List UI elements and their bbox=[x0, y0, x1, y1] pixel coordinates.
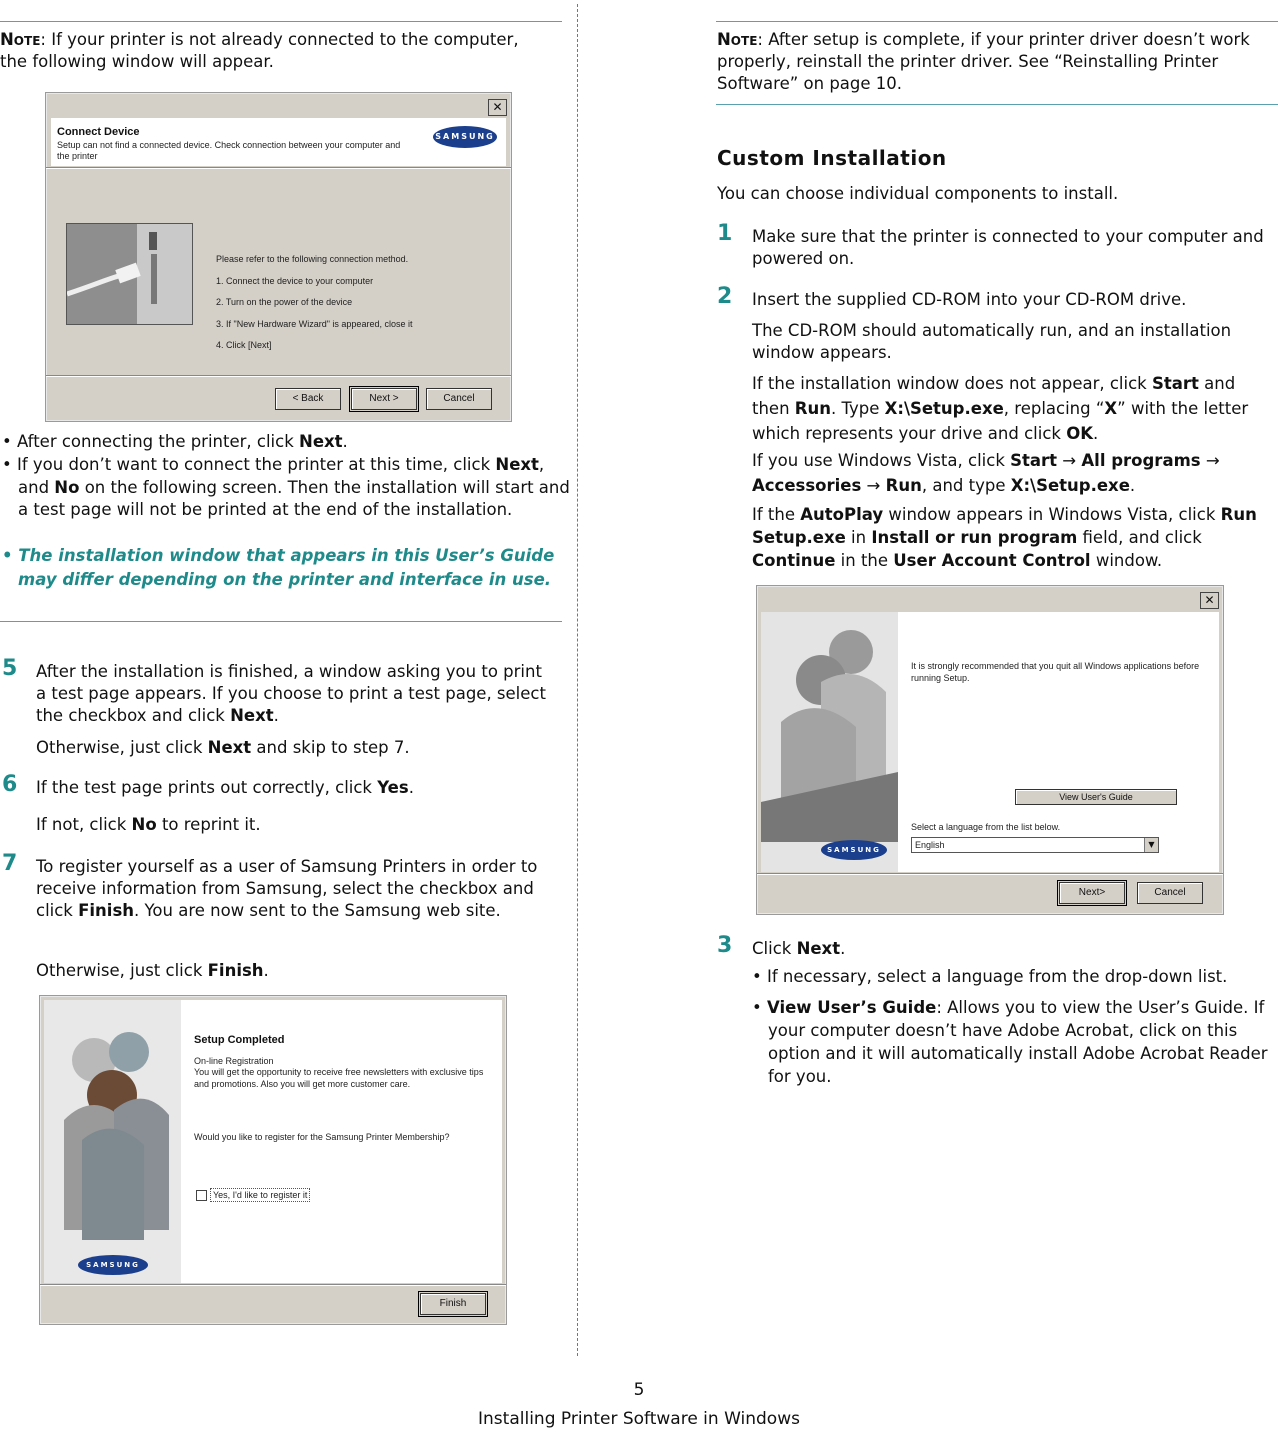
step-number: 2 bbox=[717, 284, 733, 309]
step-1-text: Make sure that the printer is connected to your computer and powered on. bbox=[752, 227, 1264, 268]
bullet-3: • The installation window that appears in this User’s Guide may differ depending on the printer and interface in use. bbox=[2, 546, 555, 589]
divider bbox=[46, 167, 511, 169]
step-3-text: Click Next. bbox=[752, 939, 846, 958]
next-button[interactable]: Next > bbox=[351, 388, 417, 410]
instruction-line: 1. Connect the device to your computer bbox=[216, 275, 374, 286]
cancel-button[interactable]: Cancel bbox=[1137, 882, 1203, 904]
step-2-text: Insert the supplied CD-ROM into your CD-ROM drive. bbox=[752, 290, 1187, 309]
column-divider bbox=[577, 4, 578, 1356]
divider bbox=[40, 1284, 506, 1286]
note2-bottom-rule bbox=[716, 104, 1278, 105]
intro-text: You can choose individual components to install. bbox=[717, 184, 1119, 203]
recommendation-text: It is strongly recommended that you quit all Windows applications before running Setup. bbox=[911, 661, 1200, 683]
step-5-otherwise: Otherwise, just click Next and skip to step 7. bbox=[36, 738, 410, 757]
close-icon[interactable]: ✕ bbox=[488, 99, 507, 116]
cancel-button[interactable]: Cancel bbox=[426, 388, 492, 410]
step-2-vista: If you use Windows Vista, click Start → All programs → Accessories → Run, and type X:\Setup.exe. bbox=[752, 451, 1220, 495]
step-2-manual: If the installation window does not appear, click Start and then Run. Type X:\Setup.exe, replacing “X” with the letter which represents your drive and click OK. bbox=[752, 374, 1249, 443]
step-7-text: To register yourself as a user of Samsung Printers in order to receive information from Samsung, select the checkbox and click Finish. You are now sent to the Samsung web site. bbox=[36, 857, 538, 920]
next-button[interactable]: Next> bbox=[1059, 882, 1125, 904]
top-rule-right bbox=[716, 21, 1278, 22]
instruction-line: 3. If "New Hardware Wizard" is appeared, close it bbox=[216, 318, 413, 329]
step-number: 1 bbox=[717, 221, 733, 246]
register-checkbox-label[interactable]: Yes, I'd like to register it bbox=[210, 1188, 310, 1202]
setup-completed-dialog bbox=[39, 995, 507, 1325]
connect-device-dialog bbox=[45, 92, 512, 422]
step-2-autoplay: If the AutoPlay window appears in Windows Vista, click Run Setup.exe in Install or run program field, and click Continue in the User Account Control window. bbox=[752, 505, 1257, 570]
dialog-header bbox=[51, 118, 506, 166]
note-1: Note: If your printer is not already connected to the computer, the following window will appear. bbox=[0, 30, 519, 71]
setup-language-dialog bbox=[756, 585, 1224, 915]
register-checkbox[interactable] bbox=[196, 1190, 207, 1201]
side-panel bbox=[44, 1000, 181, 1283]
cable-icon bbox=[67, 224, 192, 324]
page-number: 5 bbox=[633, 1380, 645, 1400]
step-number: 7 bbox=[2, 851, 18, 876]
registration-text: You will get the opportunity to receive free newsletters with exclusive tips and promotions. Also you will get more customer care. bbox=[194, 1067, 484, 1089]
footer-title: Installing Printer Software in Windows bbox=[478, 1409, 800, 1429]
language-select[interactable] bbox=[911, 837, 1159, 853]
select-language-label: Select a language from the list below. bbox=[911, 822, 1061, 832]
step-2-auto: The CD-ROM should automatically run, and an installation window appears. bbox=[752, 321, 1232, 362]
divider bbox=[46, 375, 511, 377]
samsung-logo: SAMSUNG bbox=[433, 126, 497, 148]
back-button[interactable]: < Back bbox=[275, 388, 341, 410]
connection-illustration bbox=[66, 223, 193, 325]
instructions bbox=[216, 249, 412, 357]
step-number: 5 bbox=[2, 656, 18, 681]
people-icon bbox=[44, 1000, 181, 1240]
instruction-line: Please refer to the following connection method. bbox=[216, 254, 409, 264]
step-number: 6 bbox=[2, 772, 18, 797]
instruction-line: 2. Turn on the power of the device bbox=[216, 297, 353, 307]
divider bbox=[757, 873, 1223, 875]
top-rule-left bbox=[0, 21, 562, 22]
step-3-bullet-2: • View User’s Guide: Allows you to view the User’s Guide. If your computer doesn’t have Adobe Acrobat, click on this option and it will automatically install Adobe Acrobat Reader for you. bbox=[752, 998, 1268, 1086]
step-5-text: After the installation is finished, a window asking you to print a test page appears. If you choose to print a test page, select the checkbox and click Next. bbox=[36, 662, 546, 725]
language-value: English bbox=[915, 840, 945, 850]
dialog-body bbox=[44, 1000, 502, 1283]
membership-question: Would you like to register for the Samsung Printer Membership? bbox=[194, 1132, 450, 1142]
close-icon[interactable]: ✕ bbox=[1200, 592, 1219, 609]
instruction-line: 4. Click [Next] bbox=[216, 340, 272, 350]
side-panel bbox=[761, 612, 898, 872]
samsung-logo: SAMSUNG bbox=[78, 1255, 148, 1275]
section-heading: Custom Installation bbox=[717, 146, 947, 170]
bullet-1: • After connecting the printer, click Next. bbox=[2, 432, 348, 451]
step-6-not: If not, click No to reprint it. bbox=[36, 815, 261, 834]
registration-heading: On-line Registration bbox=[194, 1056, 274, 1066]
step-number: 3 bbox=[717, 933, 733, 958]
finish-button[interactable]: Finish bbox=[420, 1293, 486, 1315]
step-3-bullet-1: • If necessary, select a language from the drop-down list. bbox=[752, 967, 1228, 986]
people-icon bbox=[761, 612, 898, 842]
dialog-title: Connect Device bbox=[57, 126, 140, 138]
view-users-guide-button[interactable]: View User's Guide bbox=[1015, 789, 1177, 805]
bullet-2: • If you don’t want to connect the printer at this time, click Next, and No on the following screen. Then the installation will start and a test page will not be printed at the end of the installation. bbox=[2, 455, 570, 519]
note-2: Note: After setup is complete, if your printer driver doesn’t work properly, reinstall the printer driver. See “Reinstalling Printer Software” on page 10. bbox=[717, 30, 1250, 93]
step-7-otherwise: Otherwise, just click Finish. bbox=[36, 961, 269, 980]
step-6-text: If the test page prints out correctly, click Yes. bbox=[36, 778, 414, 797]
chevron-down-icon[interactable]: ▼ bbox=[1144, 838, 1158, 852]
note-bottom-rule bbox=[0, 621, 562, 622]
dialog-subtitle: Setup can not find a connected device. Check connection between your computer and the printer bbox=[57, 140, 401, 161]
dialog-title: Setup Completed bbox=[194, 1034, 285, 1046]
dialog-body bbox=[761, 612, 1219, 872]
samsung-logo: SAMSUNG bbox=[821, 840, 887, 860]
